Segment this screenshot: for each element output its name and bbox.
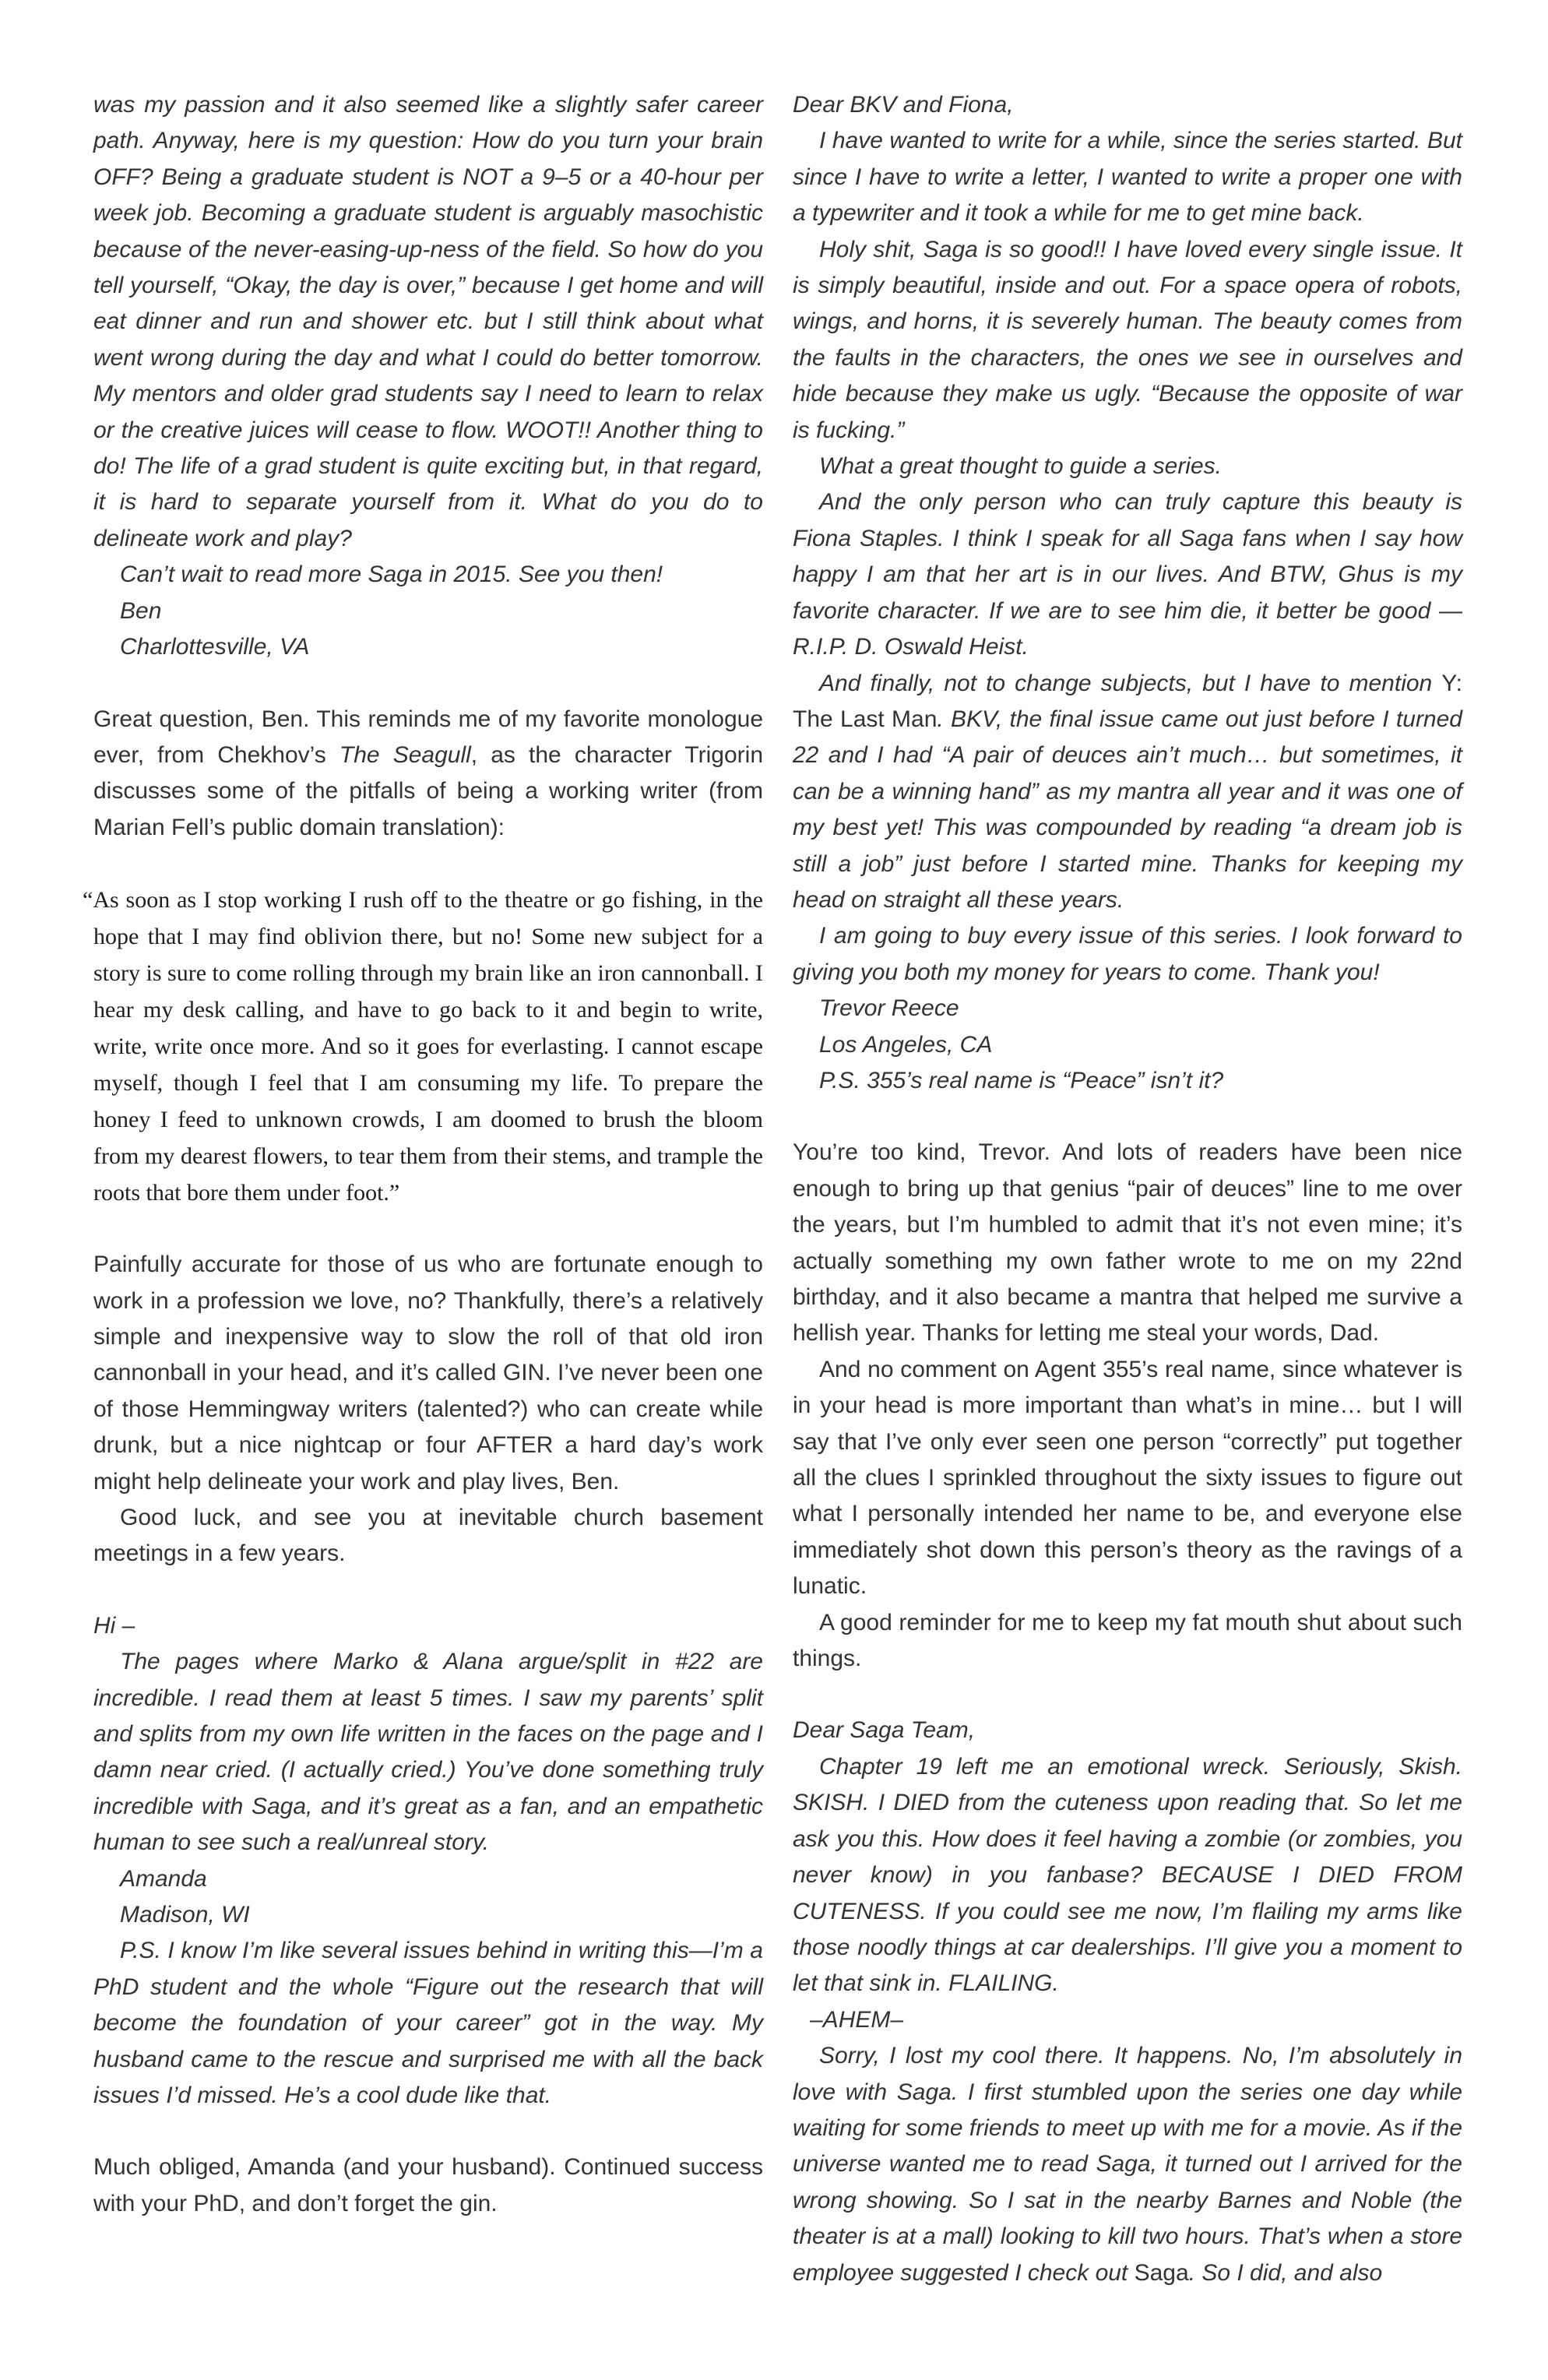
- spacer: [93, 846, 763, 882]
- ben-reply-text-end: , as the character Trigorin discusses some of the pitfalls of being a working writer (from Marian Fell’s public domain translation):: [93, 741, 764, 840]
- spacer: [93, 666, 763, 702]
- ben-letter-body: was my passion and it also seemed like a slightly safer career path. Anyway, here is my question: How do you turn your brain OFF? Being a graduate student is NOT a 9–5 or a 40-hour per week job. Becoming a graduate student is arguably masochistic because of the never-easing-up-ness of the field. So how do you tell yourself, “Okay, the day is over,” because I get home and will eat dinner and run and shower etc. but I still think about what went wrong during the day and what I could do better tomorrow. My mentors and older grad students say I need to learn to relax or the creative juices will cease to flow. WOOT!! Another thing to do! The life of a grad student is quite exciting but, in that regard, it is hard to separate yourself from it. What do you do to delineate work and play?: [93, 92, 763, 551]
- saga-team-letter-ahem: –AHEM–: [810, 2006, 904, 2033]
- amanda-reply: Much obliged, Amanda (and your husband). Continued success with your PhD, and don’t forget the gin.: [93, 2154, 763, 2216]
- spacer: [93, 2114, 763, 2149]
- trevor-letter-greeting: Dear BKV and Fiona,: [793, 92, 1014, 118]
- spacer: [793, 1677, 1462, 1713]
- ben-reply-paragraph-1: [93, 702, 763, 847]
- ben-reply-paragraph-2: Painfully accurate for those of us who are fortunate enough to work in a profession we love, no? Thankfully, there’s a relatively simple and inexpensive way to slow the roll of that old iron cannonball in your head, and it’s called GIN. I’ve never been one of those Hemmingway writers (talented?) who can create while drunk, but a nice nightcap or four AFTER a hard day’s work might help delineate your work and play lives, Ben.: [93, 1252, 763, 1495]
- saga-title: Saga: [1134, 2259, 1189, 2286]
- ben-letter-location: Charlottesville, VA: [120, 634, 310, 660]
- spacer: [93, 1211, 763, 1247]
- ben-reply-text: Great question, Ben. This reminds me of my favorite monologue ever, from Chekhov’s: [93, 706, 763, 768]
- saga-team-letter-paragraph-2: [793, 2038, 1462, 2291]
- saga-team-text: Sorry, I lost my cool there. It happens. No, I’m absolutely in love with Saga. I first stumbled upon the series one day while waiting for some friends to meet up with me for a movie. As if the universe wanted me to read Saga, it turned out I arrived for the wrong showing. So I sat in the nearby Barnes and Noble (the theater is at a mall) looking to kill two hours. That’s when a store employee suggested I check out: [793, 2043, 1462, 2286]
- trevor-letter-paragraph-5: [793, 666, 1462, 919]
- trevor-reply-paragraph-1: You’re too kind, Trevor. And lots of readers have been nice enough to bring up that genius “pair of deuces” line to me over the years, but I’m humbled to admit that it’s not even mine; it’s actually something my own father wrote to me on my 22nd birthday, and it also became a mantra that helped me survive a hellish year. Thanks for letting me steal your words, Dad.: [793, 1139, 1462, 1347]
- saga-team-letter-paragraph-1: Chapter 19 left me an emotional wreck. Seriously, Skish. SKISH. I DIED from the cuteness upon reading that. So let me ask you this. How does it feel having a zombie (or zombies, you never know) in you fanbase? BECAUSE I DIED FROM CUTENESS. If you could see me now, I’m flailing my arms like those noodly things at car dealerships. I’ll give you a moment to let that sink in. FLAILING.: [793, 1753, 1462, 1997]
- trevor-letter-paragraph-4: And the only person who can truly capture this beauty is Fiona Staples. I think I speak for all Saga fans when I say how happy I am that her art is in our lives. And BTW, Ghus is my favorite character. If we are to see him die, it better be good —R.I.P. D. Oswald Heist.: [793, 489, 1462, 660]
- chekhov-quote: “As soon as I stop working I rush off to the theatre or go fishing, in the hope that I may find oblivion there, but no! Some new subject for a story is sure to come rolling through my brain like an iron cannonball. I hear my desk calling, and have to go back to it and begin to write, write, write once more. And so it goes for everlasting. I cannot escape myself, though I feel that I am consuming my life. To prepare the honey I feed to unknown crowds, I am doomed to brush the bloom from my dearest flowers, to tear them from their stems, and trample the roots that bore them under foot.”: [83, 887, 763, 1206]
- trevor-letter-name: Trevor Reece: [819, 995, 959, 1022]
- trevor-letter-location: Los Angeles, CA: [819, 1031, 993, 1058]
- ben-letter-closing: Can’t wait to read more Saga in 2015. See you then!: [120, 562, 663, 588]
- y-last-man-title: Y: The Last Man: [793, 670, 1462, 732]
- saga-team-text-end: . So I did, and also: [1188, 2259, 1383, 2286]
- trevor-text-end: . BKV, the final issue came out just before I turned 22 and I had “A pair of deuces ain’t much… but sometimes, it can be a winning hand” as my mantra all year and it was one of my best yet! This was compounded by reading “a dream job is still a job” just before I started mine. Thanks for keeping my head on straight all these years.: [793, 706, 1462, 913]
- trevor-letter-paragraph-2: Holy shit, Saga is so good!! I have loved every single issue. It is simply beautiful, inside and out. For a space opera of robots, wings, and horns, it is severely human. The beauty comes from the faults in the characters, the ones we see in ourselves and hide because they make us ugly. “Because the opposite of war is fucking.”: [793, 236, 1462, 443]
- amanda-letter-body: The pages where Marko & Alana argue/split in #22 are incredible. I read them at least 5 times. I saw my parents’ split and splits from my own life written in the faces on the page and I damn near cried. (I actually cried.) You’ve done something truly incredible with Saga, and it’s great as a fan, and an empathetic human to see such a real/unreal story.: [93, 1649, 763, 1856]
- saga-team-letter-greeting: Dear Saga Team,: [793, 1717, 976, 1744]
- right-column: [793, 87, 1462, 2291]
- amanda-letter-name: Amanda: [120, 1865, 207, 1892]
- trevor-letter-paragraph-3: What a great thought to guide a series.: [819, 453, 1222, 480]
- spacer: [93, 1572, 763, 1608]
- trevor-reply-paragraph-3: A good reminder for me to keep my fat mouth shut about such things.: [793, 1609, 1462, 1672]
- trevor-letter-paragraph-6: I am going to buy every issue of this series. I look forward to giving you both my money for years to come. Thank you!: [793, 923, 1462, 985]
- amanda-letter-greeting: Hi –: [93, 1612, 135, 1639]
- trevor-letter-paragraph-1: I have wanted to write for a while, since the series started. But since I have to write a letter, I wanted to write a proper one with a typewriter and it took a while for me to get mine back.: [793, 128, 1462, 227]
- ben-reply-paragraph-3: Good luck, and see you at inevitable church basement meetings in a few years.: [93, 1504, 763, 1567]
- ben-letter-name: Ben: [120, 597, 162, 624]
- trevor-text: And finally, not to change subjects, but I have to mention: [819, 670, 1442, 696]
- spacer: [793, 1099, 1462, 1135]
- seagull-title: The Seagull: [339, 741, 471, 768]
- amanda-letter-location: Madison, WI: [120, 1902, 250, 1928]
- trevor-letter-ps: P.S. 355’s real name is “Peace” isn’t it?: [819, 1067, 1224, 1093]
- trevor-reply-paragraph-2: And no comment on Agent 355’s real name, since whatever is in your head is more important than what’s in mine… but I will say that I’ve only ever seen one person “correctly” put together all the clues I sprinkled throughout the sixty issues to figure out what I personally intended her name to be, and everyone else immediately shot down this person’s theory as the ravings of a lunatic.: [793, 1356, 1462, 1600]
- left-column: [83, 87, 764, 2222]
- amanda-letter-ps: P.S. I know I’m like several issues behind in writing this—I’m a PhD student and the whole “Figure out the research that will become the foundation of your career” got in the way. My husband came to the rescue and surprised me with all the back issues I’d missed. He’s a cool dude like that.: [93, 1938, 763, 2109]
